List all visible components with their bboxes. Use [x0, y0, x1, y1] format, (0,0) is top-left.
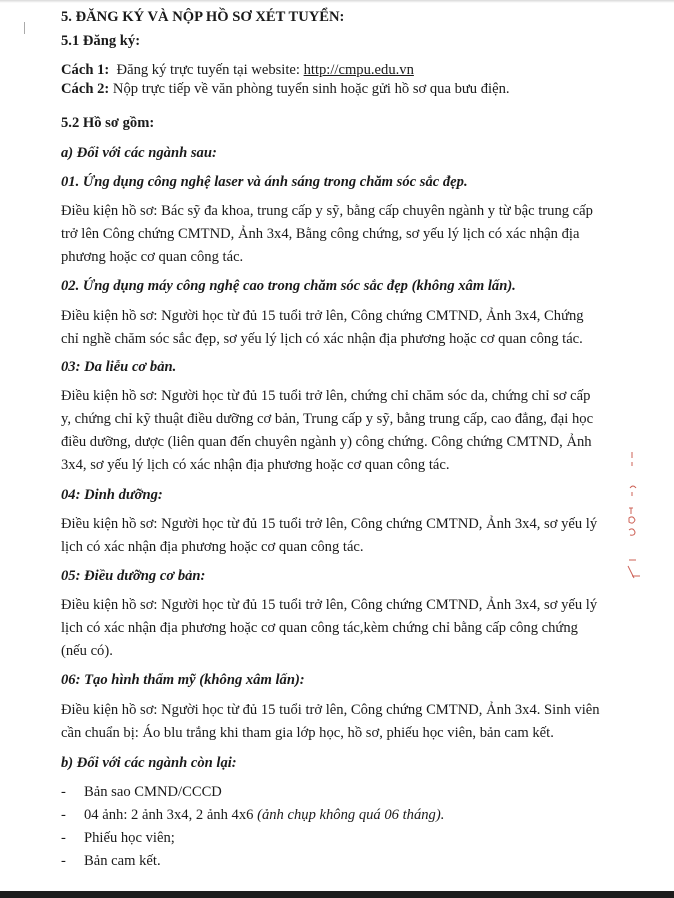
- list-item-text: 04 ảnh: 2 ảnh 3x4, 2 ảnh 4x6: [84, 807, 254, 823]
- group-a-heading: a) Đối với các ngành sau:: [61, 145, 217, 161]
- bullet-dash-icon: -: [61, 830, 66, 846]
- program-06-line: cần chuẩn bị: Áo blu trắng khi tham gia lớp học, hồ sơ, phiếu học viên, bản cam kết.: [61, 725, 554, 741]
- list-item: [61, 784, 222, 800]
- list-item-content: [84, 807, 444, 823]
- program-02-title: 02. Ứng dụng máy công nghệ cao trong chăm sóc sắc đẹp (không xâm lấn).: [61, 278, 516, 294]
- program-03-title: 03: Da liễu cơ bản.: [61, 359, 177, 375]
- way2-text: Nộp trực tiếp về văn phòng tuyển sinh hoặc gửi hồ sơ qua bưu điện.: [112, 81, 510, 97]
- program-01-line: trở lên Công chứng CMTND, Ảnh 3x4, Bằng công chứng, sơ yếu lý lịch có xác nhận địa: [61, 226, 580, 242]
- list-item: [61, 830, 175, 846]
- program-01-line: phương hoặc cơ quan công tác.: [61, 249, 244, 265]
- program-03-line: Điều kiện hồ sơ: Người học từ đủ 15 tuổi trở lên, chứng chỉ chăm sóc da, chứng chỉ sơ cấp: [61, 388, 591, 404]
- list-item-text: Bản sao CMND/CCCD: [84, 784, 222, 800]
- section-heading: 5. ĐĂNG KÝ VÀ NỘP HỒ SƠ XÉT TUYỂN:: [61, 9, 345, 25]
- subsection-title-registration: 5.1 Đăng ký:: [61, 33, 141, 49]
- registration-way-1: [61, 62, 414, 78]
- program-03-line: điều dưỡng, dược (liên quan đến chuyên ngành y) công chứng. Công chứng CMTND, Ảnh: [61, 434, 592, 450]
- margin-mark: [24, 22, 25, 34]
- subsection-title-documents: 5.2 Hồ sơ gồm:: [61, 115, 155, 131]
- program-05-line: (nếu có).: [61, 643, 113, 659]
- registration-way-2: [61, 81, 510, 97]
- program-05-line: Điều kiện hồ sơ: Người học từ đủ 15 tuổi trở lên, Công chứng CMTND, Ảnh 3x4, sơ yếu lý: [61, 597, 598, 613]
- program-04-line: Điều kiện hồ sơ: Người học từ đủ 15 tuổi trở lên, Công chứng CMTND, Ảnh 3x4, sơ yếu lý: [61, 516, 598, 532]
- website-link[interactable]: http://cmpu.edu.vn: [303, 62, 414, 78]
- program-01-line: Điều kiện hồ sơ: Bác sỹ đa khoa, trung cấp y sỹ, bằng cấp chuyên ngành y từ bậc trung cấp: [61, 203, 593, 219]
- program-02-line: chỉ nghề chăm sóc sắc đẹp, sơ yếu lý lịch có xác nhận địa phương hoặc cơ quan công tác.: [61, 331, 583, 347]
- scan-bottom-edge: [0, 891, 674, 898]
- program-01-title: 01. Ứng dụng công nghệ laser và ánh sáng trong chăm sóc sắc đẹp.: [61, 174, 468, 190]
- way1-label: Cách 1:: [61, 62, 110, 78]
- program-03-line: 3x4, sơ yếu lý lịch có xác nhận địa phương hoặc cơ quan công tác.: [61, 457, 450, 473]
- group-b-heading: b) Đối với các ngành còn lại:: [61, 755, 237, 771]
- program-06-title: 06: Tạo hình thẩm mỹ (không xâm lấn):: [61, 672, 305, 688]
- list-item-note: (ảnh chụp không quá 06 tháng).: [257, 807, 445, 823]
- bullet-dash-icon: -: [61, 853, 66, 869]
- program-04-title: 04: Dinh dưỡng:: [61, 487, 163, 503]
- bullet-dash-icon: -: [61, 784, 66, 800]
- way1-text: Đăng ký trực tuyến tại website:: [116, 62, 300, 78]
- bullet-dash-icon: -: [61, 807, 66, 823]
- list-item-text: Phiếu học viên;: [84, 830, 175, 846]
- list-item-text: Bản cam kết.: [84, 853, 161, 869]
- scan-top-edge: [0, 0, 674, 3]
- margin-stamp-marks: [624, 448, 646, 583]
- program-06-line: Điều kiện hồ sơ: Người học từ đủ 15 tuổi trở lên, Công chứng CMTND, Ảnh 3x4. Sinh viên: [61, 702, 600, 718]
- way2-label: Cách 2:: [61, 81, 110, 97]
- list-item: [61, 807, 445, 823]
- program-05-title: 05: Điều dưỡng cơ bản:: [61, 568, 206, 584]
- program-03-line: y, chứng chỉ kỹ thuật điều dưỡng cơ bản, Trung cấp y sỹ, bằng trung cấp, cao đẳng, đại học: [61, 411, 594, 427]
- list-item: [61, 853, 161, 869]
- program-02-line: Điều kiện hồ sơ: Người học từ đủ 15 tuổi trở lên, Công chứng CMTND, Ảnh 3x4, Chứng: [61, 308, 584, 324]
- program-04-line: lịch có xác nhận địa phương hoặc cơ quan công tác.: [61, 539, 364, 555]
- stamp-fragment-icon: [624, 448, 646, 583]
- program-05-line: lịch có xác nhận địa phương hoặc cơ quan công tác,kèm chứng chỉ bằng cấp công chứng: [61, 620, 578, 636]
